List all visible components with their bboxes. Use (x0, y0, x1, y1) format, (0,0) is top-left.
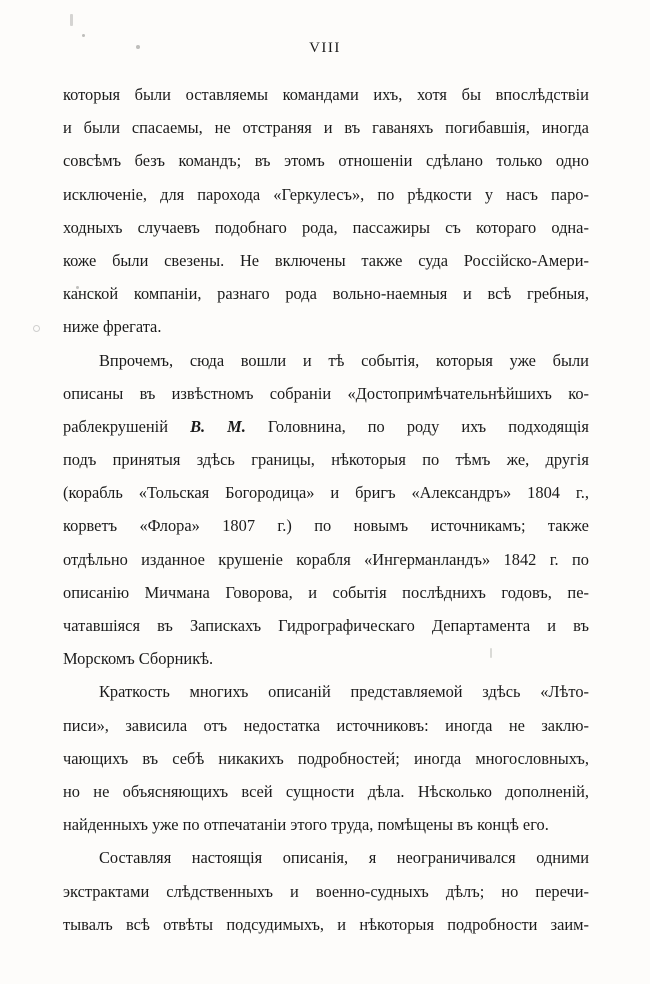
word: Департамента (431, 616, 531, 635)
word: себѣ (172, 748, 205, 768)
word: оставляемы (185, 85, 269, 104)
word: въ (254, 151, 271, 171)
word: въ (344, 118, 361, 138)
word: М. (227, 416, 246, 436)
word: Запискахъ (189, 616, 262, 635)
word: Гидрографическаго (278, 616, 415, 635)
word: сдѣлано (425, 151, 483, 171)
word: дополненій, (505, 781, 589, 801)
word: многихъ (189, 682, 249, 702)
word: послѣднихъ (402, 582, 486, 602)
word: подробностей; (297, 748, 400, 768)
word: «Лѣто- (540, 682, 589, 702)
word: недостатка (243, 715, 321, 735)
word: не (93, 781, 110, 801)
word: годовъ, (501, 582, 552, 602)
word: извѣстномъ (171, 383, 254, 403)
word: по (422, 450, 440, 470)
text-line (63, 509, 589, 542)
word: (корабль (63, 483, 123, 503)
word: не (508, 715, 525, 735)
word: свезены. (164, 250, 225, 270)
text-line (63, 841, 589, 874)
word: отстраняя (242, 118, 312, 138)
word: иногда (445, 715, 493, 735)
word: одно (555, 151, 589, 171)
word: заклю- (541, 715, 589, 735)
word: событія, (361, 350, 420, 370)
word: отъ (203, 715, 228, 735)
word: другія (545, 450, 589, 470)
body-text (63, 78, 589, 941)
word: отвѣты (163, 914, 214, 934)
text-line (63, 875, 589, 908)
text-line (63, 410, 589, 443)
word: по (367, 416, 385, 436)
word: для (160, 184, 185, 204)
paragraph (63, 675, 589, 841)
word: одними (536, 848, 589, 868)
word: съ (445, 217, 461, 237)
word: командъ; (178, 151, 242, 171)
word: и (302, 350, 312, 370)
word: зависила (125, 715, 188, 735)
word: Впрочемъ, (99, 350, 174, 370)
word: отношеніи (338, 151, 413, 171)
word: чатавшіяся (63, 616, 140, 635)
word: рѣдкости (407, 184, 472, 204)
word: вольно-наемныя (332, 284, 448, 304)
word: совсѣмъ (63, 151, 122, 171)
word: и (337, 914, 347, 934)
word: не (214, 118, 231, 138)
word: по (572, 549, 589, 569)
word: корабля (296, 549, 351, 569)
word: были (112, 250, 149, 270)
word: иногда (541, 118, 589, 138)
word: бригъ (355, 483, 396, 503)
word: всѣ (126, 914, 150, 934)
word: Краткость (99, 682, 170, 702)
text-line (63, 576, 589, 609)
word: здѣсь (196, 450, 235, 470)
text-line (63, 443, 589, 476)
word: Богородица» (225, 483, 315, 503)
word: дѣлъ; (445, 881, 485, 901)
word: и (462, 284, 472, 304)
word: въ (573, 616, 589, 635)
word: я (368, 848, 377, 868)
word: сюда (189, 350, 225, 370)
word: писи», (63, 715, 109, 735)
page-number: VIII (309, 40, 341, 56)
word: Говорова, (225, 582, 293, 602)
word: военно-судныхъ (315, 881, 429, 901)
word: 1807 (222, 516, 256, 536)
word: ихъ, (373, 85, 403, 104)
word: описанія, (282, 848, 349, 868)
word: тѣ (328, 350, 345, 370)
word: спасаемы, (131, 118, 203, 138)
word: пассажиры (352, 217, 431, 237)
word: ко- (568, 383, 589, 403)
word: подъ (63, 450, 97, 470)
word: Составляя (99, 848, 172, 868)
word: хотя (416, 85, 447, 104)
word: были (83, 118, 120, 138)
word: включены (274, 250, 346, 270)
paragraph (63, 841, 589, 941)
text-line (63, 609, 589, 642)
text-line (63, 111, 589, 144)
word: новымъ (353, 516, 409, 536)
word: источниковъ: (336, 715, 429, 735)
word: дѣла. (367, 781, 405, 801)
word: гребныя, (526, 284, 589, 304)
word: рода (285, 284, 317, 304)
word: раблекрушеній (63, 416, 168, 436)
word: въ (142, 748, 159, 768)
word: иногда (413, 748, 462, 768)
word: безъ (134, 151, 165, 171)
word: «Достопримѣчательнѣйшихъ (347, 383, 552, 403)
word: тывалъ (63, 914, 113, 934)
word: же, (506, 450, 530, 470)
word: объясняющихъ (122, 781, 229, 801)
text-line (63, 377, 589, 410)
word: никакихъ (218, 748, 284, 768)
word: г. (549, 549, 559, 569)
word: экстрактами (63, 881, 150, 901)
word: источникамъ; (430, 516, 526, 536)
text-line (63, 178, 589, 211)
word: паро- (551, 184, 589, 204)
word: Нѣсколько (417, 781, 492, 801)
word: и (290, 881, 299, 901)
word: и (330, 483, 340, 503)
word: чающихъ (63, 748, 129, 768)
word: также (361, 250, 403, 270)
word: В. (190, 416, 206, 436)
word: подробности (447, 914, 538, 934)
word: котораго (476, 217, 537, 237)
word: коже (63, 250, 97, 270)
word: въ (157, 616, 173, 635)
word: случаевъ (137, 217, 200, 237)
word: впослѣдствіи (495, 85, 589, 104)
scan-artifact (82, 34, 85, 37)
word: и (308, 582, 317, 602)
word: рода, (301, 217, 338, 237)
word: ходныхъ (63, 217, 123, 237)
text-line: Морскомъ Сборникѣ. (63, 649, 214, 669)
text-line (63, 476, 589, 509)
word: и (547, 616, 557, 635)
scan-artifact (70, 14, 73, 26)
text-line (63, 277, 589, 310)
text-line (63, 543, 589, 576)
word: «Флора» (139, 516, 200, 536)
word: были (134, 85, 171, 104)
word: по (377, 184, 395, 204)
text-line (63, 775, 589, 808)
word: неограничивался (396, 848, 516, 868)
word: подходящія (508, 416, 589, 436)
word: были (552, 350, 589, 370)
word: ихъ (461, 416, 487, 436)
word: въ (139, 383, 156, 403)
word: погибавшія, (445, 118, 530, 138)
word: пе- (567, 582, 589, 602)
word: корветъ (63, 516, 118, 536)
word: насъ (506, 184, 538, 204)
word: г.) (277, 516, 292, 536)
word: вошли (240, 350, 287, 370)
word: отдѣльно (63, 549, 128, 569)
word: собраніи (269, 383, 332, 403)
word: компаніи, (133, 284, 202, 304)
word: всѣ (487, 284, 512, 304)
word: тѣмъ (455, 450, 491, 470)
word: 1842 (503, 549, 537, 569)
word: заим- (550, 914, 589, 934)
word: «Александръ» (411, 483, 512, 503)
word: перечи- (535, 881, 589, 901)
word: многословныхъ, (475, 748, 589, 768)
word: границы, (251, 450, 315, 470)
word: описаній (268, 682, 331, 702)
word: у (484, 184, 494, 204)
word: но (63, 781, 80, 801)
word: настоящія (191, 848, 263, 868)
word: роду (406, 416, 440, 436)
word: также (547, 516, 589, 536)
word: событія (332, 582, 387, 602)
text-line (63, 244, 589, 277)
text-line (63, 908, 589, 941)
paragraph (63, 344, 589, 676)
word: разнаго (217, 284, 270, 304)
word: парохода (197, 184, 261, 204)
word: Россійско-Амери- (463, 250, 589, 270)
word: но (501, 881, 519, 901)
word: Головнина, (267, 416, 346, 436)
text-line: найденныхъ уже по отпечатаніи этого труда, помѣщены въ концѣ его. (63, 815, 549, 835)
word: командами (282, 85, 359, 104)
text-line (63, 675, 589, 708)
word: этомъ (284, 151, 325, 171)
word: нѣкоторыя (359, 914, 434, 934)
word: подобнаго (214, 217, 287, 237)
word: одна- (551, 217, 589, 237)
text-line (63, 344, 589, 377)
text-line: ниже фрегата. (63, 317, 162, 337)
word: которыя (435, 350, 493, 370)
word: и (63, 118, 72, 138)
word: 1804 (527, 483, 560, 503)
word: представляемой (350, 682, 463, 702)
word: «Геркулесъ», (273, 184, 365, 204)
word: крушеніе (218, 549, 283, 569)
word: «Ингерманландъ» (364, 549, 491, 569)
word: по (314, 516, 332, 536)
word: здѣсь (482, 682, 521, 702)
paragraph (63, 78, 589, 344)
word: исключеніе, (63, 184, 148, 204)
word: канской (63, 284, 119, 304)
text-line (63, 211, 589, 244)
word: слѣдственныхъ (166, 881, 273, 901)
word: нѣкоторыя (331, 450, 406, 470)
word: уже (509, 350, 536, 370)
word: которыя (63, 85, 120, 104)
word: только (496, 151, 543, 171)
word: Мичмана (144, 582, 210, 602)
word: сущности (285, 781, 355, 801)
word: изданное (141, 549, 205, 569)
word: гаваняхъ (372, 118, 434, 138)
scan-artifact (33, 325, 40, 332)
text-line (63, 709, 589, 742)
word: «Тольская (138, 483, 210, 503)
word: принятыя (112, 450, 181, 470)
word: суда (418, 250, 449, 270)
word: бы (461, 85, 481, 104)
text-line (63, 78, 589, 111)
word: подсудимыхъ, (226, 914, 325, 934)
word: Не (239, 250, 260, 270)
text-line (63, 144, 589, 177)
word: описанію (63, 582, 130, 602)
word: и (323, 118, 333, 138)
word: всей (241, 781, 273, 801)
word: г., (575, 483, 589, 503)
word: описаны (63, 383, 124, 403)
text-line (63, 742, 589, 775)
